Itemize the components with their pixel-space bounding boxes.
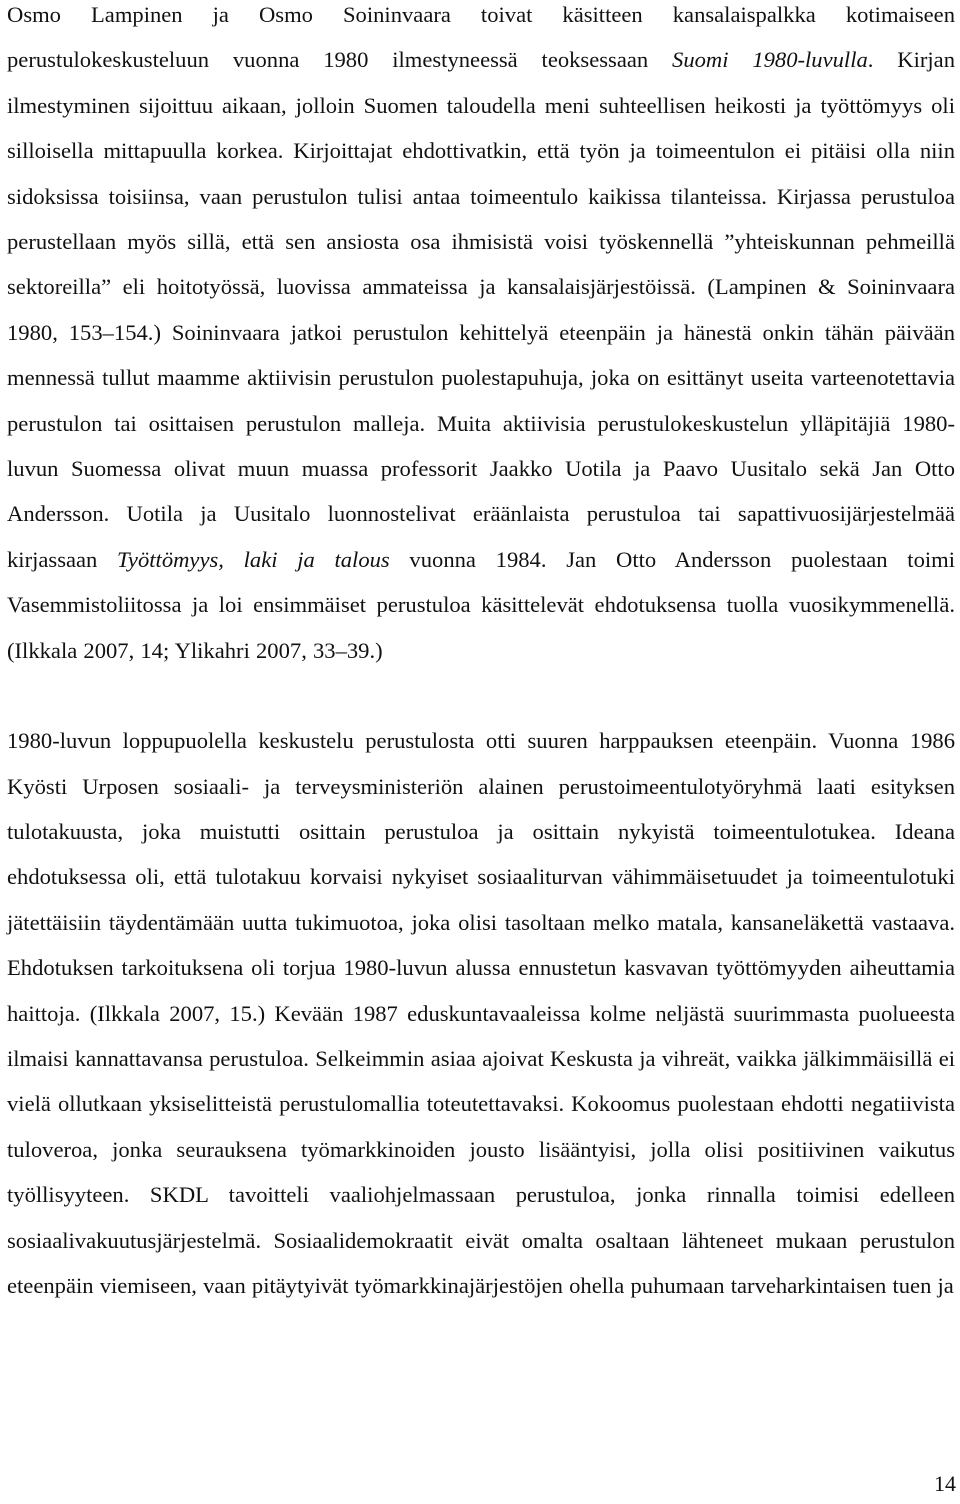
paragraph-text-run: Osmo Lampinen ja Osmo Soininvaara toivat käsitteen kansalaispalkka kotimaiseen perustulokeskusteluun vuonna 1980 ilmestyneessä teoksessaan	[7, 2, 955, 73]
italic-title-text: Työttömyys, laki ja talous	[117, 546, 390, 572]
paragraph-text-run: vuonna 1984. Jan Otto Andersson puolestaan toimi Vasemmistoliitossa ja loi ensimmäiset perustuloa käsittelevät ehdotuksensa tuolla vuosikymmenellä. (Ilkkala 2007, 14; Ylikahri 2007, 33–39.)	[7, 546, 956, 663]
paragraph-text-run: . Kirjan ilmestyminen sijoittuu aikaan, jolloin Suomen taloudella meni suhteellisen heikosti ja työttömyys oli silloisella mittapuulla korkea. Kirjoittajat ehdottivatkin, että työn ja toimeentulon ei pitäisi olla niin sidoksissa toisiinsa, vaan perustulon tulisi antaa toimeentulo kaikissa tilanteissa. Kirjassa perustuloa perustellaan myös sillä, että sen ansiosta osa ihmisistä voisi työskennellä ”yhteiskunnan pehmeillä sektoreilla” eli hoitotyössä, luovissa ammateissa ja kansalaisjärjestöissä. (Lampinen & Soininvaara 1980, 153–154.) Soininvaara jatkoi perustulon kehittelyä eteenpäin ja hänestä onkin tähän päivään mennessä tullut maamme aktiivisin perustulon puolestapuhuja, joka on esittänyt useita varteenotettavia perustulon tai osittaisen perustulon malleja. Muita aktiivisia perustulokeskustelun ylläpitäjiä 1980-luvun Suomessa olivat muun muassa professorit Jaakko Uotila ja Paavo Uusitalo sekä Jan Otto Andersson. Uotila ja Uusitalo luonnostelivat eräänlaista perustuloa tai sapattivuosijärjestelmää kirjassaan	[7, 47, 955, 572]
paragraph-1	[7, 0, 955, 673]
paragraph-2	[7, 718, 955, 1308]
italic-title-text: Suomi 1980-luvulla	[672, 47, 868, 73]
document-page	[7, 0, 955, 1308]
paragraph-text-run: 1980-luvun loppupuolella keskustelu perustulosta otti suuren harppauksen eteenpäin. Vuonna 1986 Kyösti Urposen sosiaali- ja terveysministeriön alainen perustoimeentulotyöryhmä laati esityksen tulotakuusta, joka muistutti osittain perustuloa ja osittain nykyistä toimeentulotukea. Ideana ehdotuksessa oli, että tulotakuu korvaisi nykyiset sosiaaliturvan vähimmäisetuudet ja toimeentulotuki jätettäisiin täydentämään uutta tukimuotoa, joka olisi tasoltaan melko matala, kansaneläkettä vastaava. Ehdotuksen tarkoituksena oli torjua 1980-luvun alussa ennustetun kasvavan työttömyyden aiheuttamia haittoja. (Ilkkala 2007, 15.) Kevään 1987 eduskuntavaaleissa kolme neljästä suurimmasta puolueesta ilmaisi kannattavansa perustuloa. Selkeimmin asiaa ajoivat Keskusta ja vihreät, vaikka jälkimmäisillä ei vielä ollutkaan yksiselitteistä perustulomallia toteutettavaksi. Kokoomus puolestaan ehdotti negatiivista tuloveroa, jonka seurauksena työmarkkinoiden jousto lisääntyisi, jolla olisi positiivinen vaikutus työllisyyteen. SKDL tavoitteli vaaliohjelmassaan perustuloa, jonka rinnalla toimisi edelleen sosiaalivakuutusjärjestelmä. Sosiaalidemokraatit eivät omalta osaltaan lähteneet mukaan perustulon eteenpäin viemiseen, vaan pitäytyivät työmarkkinajärjestöjen ohella puhumaan tarveharkintaisen tuen ja	[7, 728, 955, 1298]
page-number: 14	[934, 1471, 956, 1496]
